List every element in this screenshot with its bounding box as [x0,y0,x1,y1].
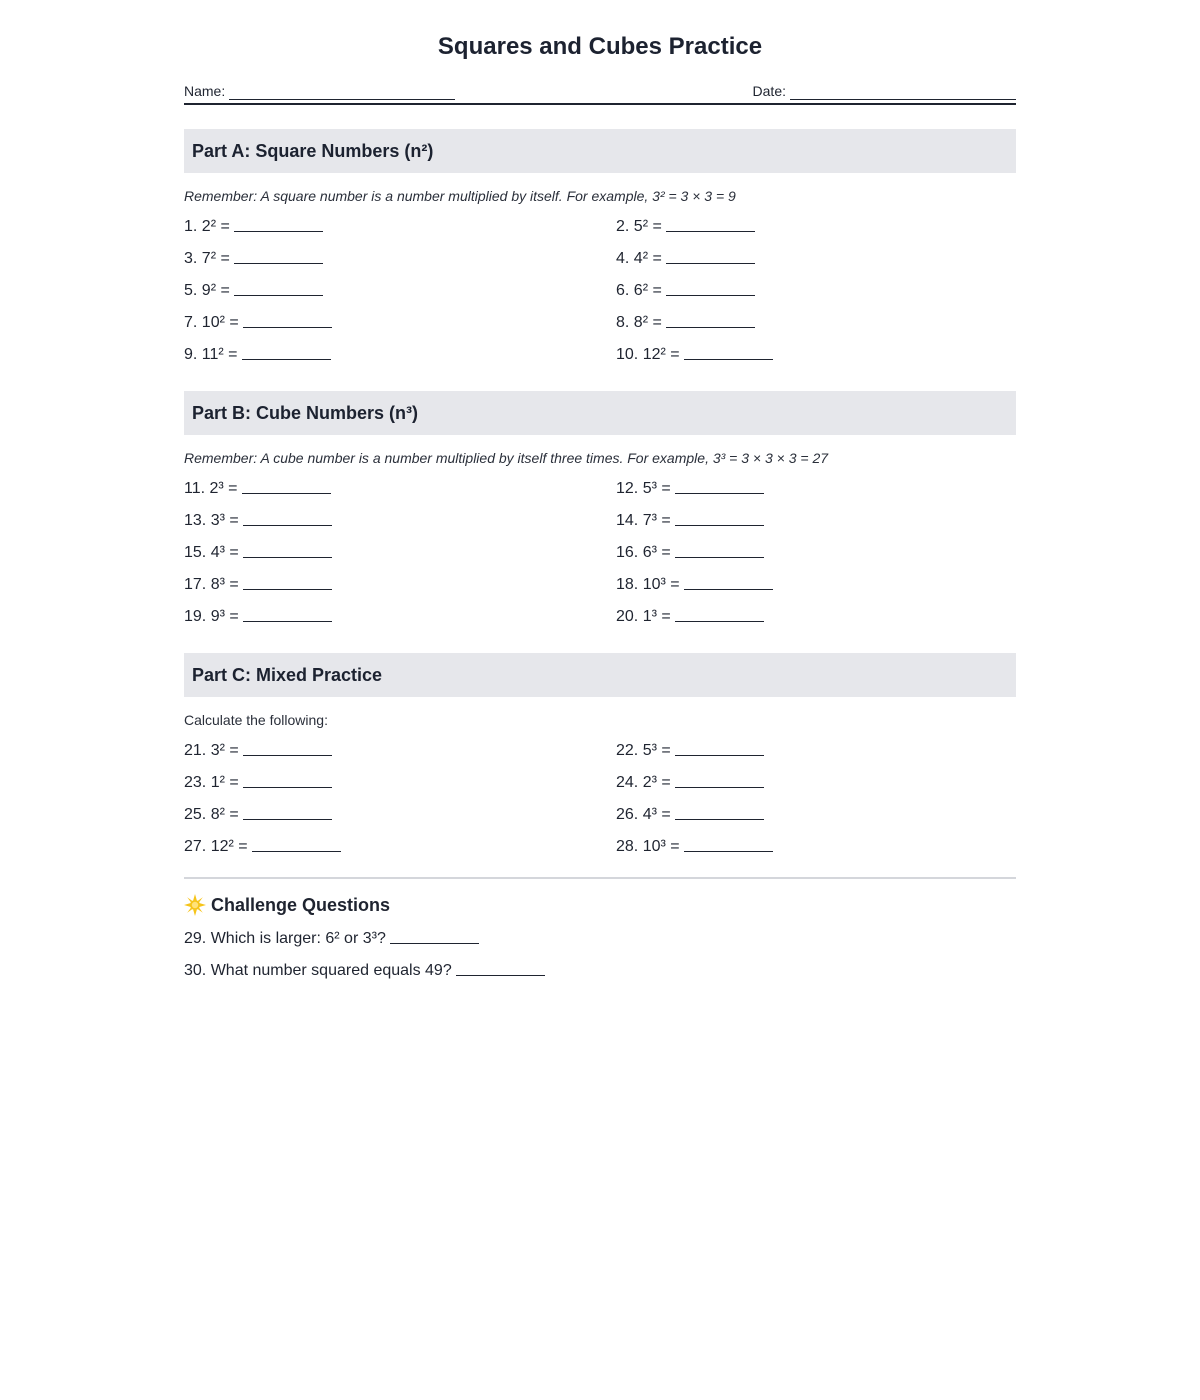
question [616,735,1016,767]
question [184,735,616,767]
answer-blank[interactable] [243,799,332,820]
question [184,831,616,863]
answer-blank[interactable] [234,211,323,232]
question [184,537,616,569]
question [184,569,616,601]
answer-blank[interactable] [675,505,764,526]
part-a-questions [184,211,1016,371]
part-a-heading: Part A: Square Numbers (n²) [184,129,1016,173]
question [184,505,616,537]
question [616,211,1016,243]
answer-blank[interactable] [243,601,332,622]
part-b-note: Remember: A cube number is a number multiplied by itself three times. For example, 3³ = 3 × 3 × 3 = 27 [184,450,829,466]
challenge-heading [184,893,1016,917]
challenge-divider [184,877,1016,879]
part-b-heading: Part B: Cube Numbers (n³) [184,391,1016,435]
question [184,601,616,633]
question [616,569,1016,601]
question-text: 16. 6³ = [616,544,671,561]
question-text: 25. 8² = [184,806,239,823]
answer-blank[interactable] [243,307,332,328]
answer-blank[interactable] [243,505,332,526]
question [184,923,1016,955]
part-c-questions [184,735,1016,863]
question [184,339,616,371]
question [616,307,1016,339]
question-text: 26. 4³ = [616,806,671,823]
question-text: 10. 12² = [616,346,680,363]
answer-blank[interactable] [675,601,764,622]
name-date-row [184,82,1016,100]
sun-icon [184,894,206,916]
challenge-questions [184,923,1016,987]
challenge-title: Challenge Questions [211,895,391,915]
question-text: 27. 12² = [184,838,248,855]
question [616,339,1016,371]
answer-blank[interactable] [666,243,755,264]
part-a-note: Remember: A square number is a number multiplied by itself. For example, 3² = 3 × 3 = 9 [184,188,736,204]
answer-blank[interactable] [666,275,755,296]
question-text: 3. 7² = [184,250,230,267]
question-text: 4. 4² = [616,250,662,267]
date-blank[interactable] [790,84,1016,100]
date-label: Date: [752,83,786,99]
question-text: 13. 3³ = [184,512,239,529]
answer-blank[interactable] [456,955,545,976]
question [184,767,616,799]
question [616,601,1016,633]
question-text: 2. 5² = [616,218,662,235]
question-text: 15. 4³ = [184,544,239,561]
answer-blank[interactable] [675,767,764,788]
question-text: 1. 2² = [184,218,230,235]
answer-blank[interactable] [666,307,755,328]
question-text: 17. 8³ = [184,576,239,593]
question-text: 11. 2³ = [184,480,238,497]
question-text: 18. 10³ = [616,576,680,593]
question-text: 9. 11² = [184,346,238,363]
question-text: 8. 8² = [616,314,662,331]
answer-blank[interactable] [234,243,323,264]
answer-blank[interactable] [243,537,332,558]
answer-blank[interactable] [252,831,341,852]
answer-blank[interactable] [675,735,764,756]
question-text: 14. 7³ = [616,512,671,529]
question-text: 29. Which is larger: 6² or 3³? [184,930,386,947]
question [616,767,1016,799]
question-text: 19. 9³ = [184,608,239,625]
question-text: 21. 3² = [184,742,239,759]
question [616,275,1016,307]
answer-blank[interactable] [234,275,323,296]
part-c-heading: Part C: Mixed Practice [184,653,1016,697]
page-title: Squares and Cubes Practice [437,33,763,60]
question [616,473,1016,505]
part-b-questions [184,473,1016,633]
answer-blank[interactable] [675,799,764,820]
question [184,243,616,275]
question-text: 23. 1² = [184,774,239,791]
answer-blank[interactable] [684,569,773,590]
question [184,799,616,831]
question [184,955,1016,987]
name-label: Name: [184,83,226,99]
answer-blank[interactable] [243,735,332,756]
question-text: 12. 5³ = [616,480,671,497]
answer-blank[interactable] [675,473,764,494]
question [616,537,1016,569]
answer-blank[interactable] [242,473,331,494]
question [184,473,616,505]
header-divider [184,103,1016,105]
answer-blank[interactable] [242,339,331,360]
question [184,307,616,339]
question-text: 5. 9² = [184,282,230,299]
answer-blank[interactable] [684,831,773,852]
question [616,831,1016,863]
question-text: 24. 2³ = [616,774,671,791]
answer-blank[interactable] [666,211,755,232]
answer-blank[interactable] [390,923,479,944]
worksheet [184,0,1016,987]
question-text: 22. 5³ = [616,742,671,759]
question-text: 28. 10³ = [616,838,680,855]
question [184,275,616,307]
answer-blank[interactable] [243,569,332,590]
question-text: 20. 1³ = [616,608,671,625]
question-text: 7. 10² = [184,314,239,331]
question-text: 6. 6² = [616,282,662,299]
question [616,799,1016,831]
answer-blank[interactable] [675,537,764,558]
answer-blank[interactable] [684,339,773,360]
answer-blank[interactable] [243,767,332,788]
name-field [184,82,455,100]
part-c-note: Calculate the following: [184,712,328,728]
date-field [753,82,1016,100]
question [184,211,616,243]
question [616,505,1016,537]
name-blank[interactable] [229,84,455,100]
question [616,243,1016,275]
question-text: 30. What number squared equals 49? [184,962,452,979]
